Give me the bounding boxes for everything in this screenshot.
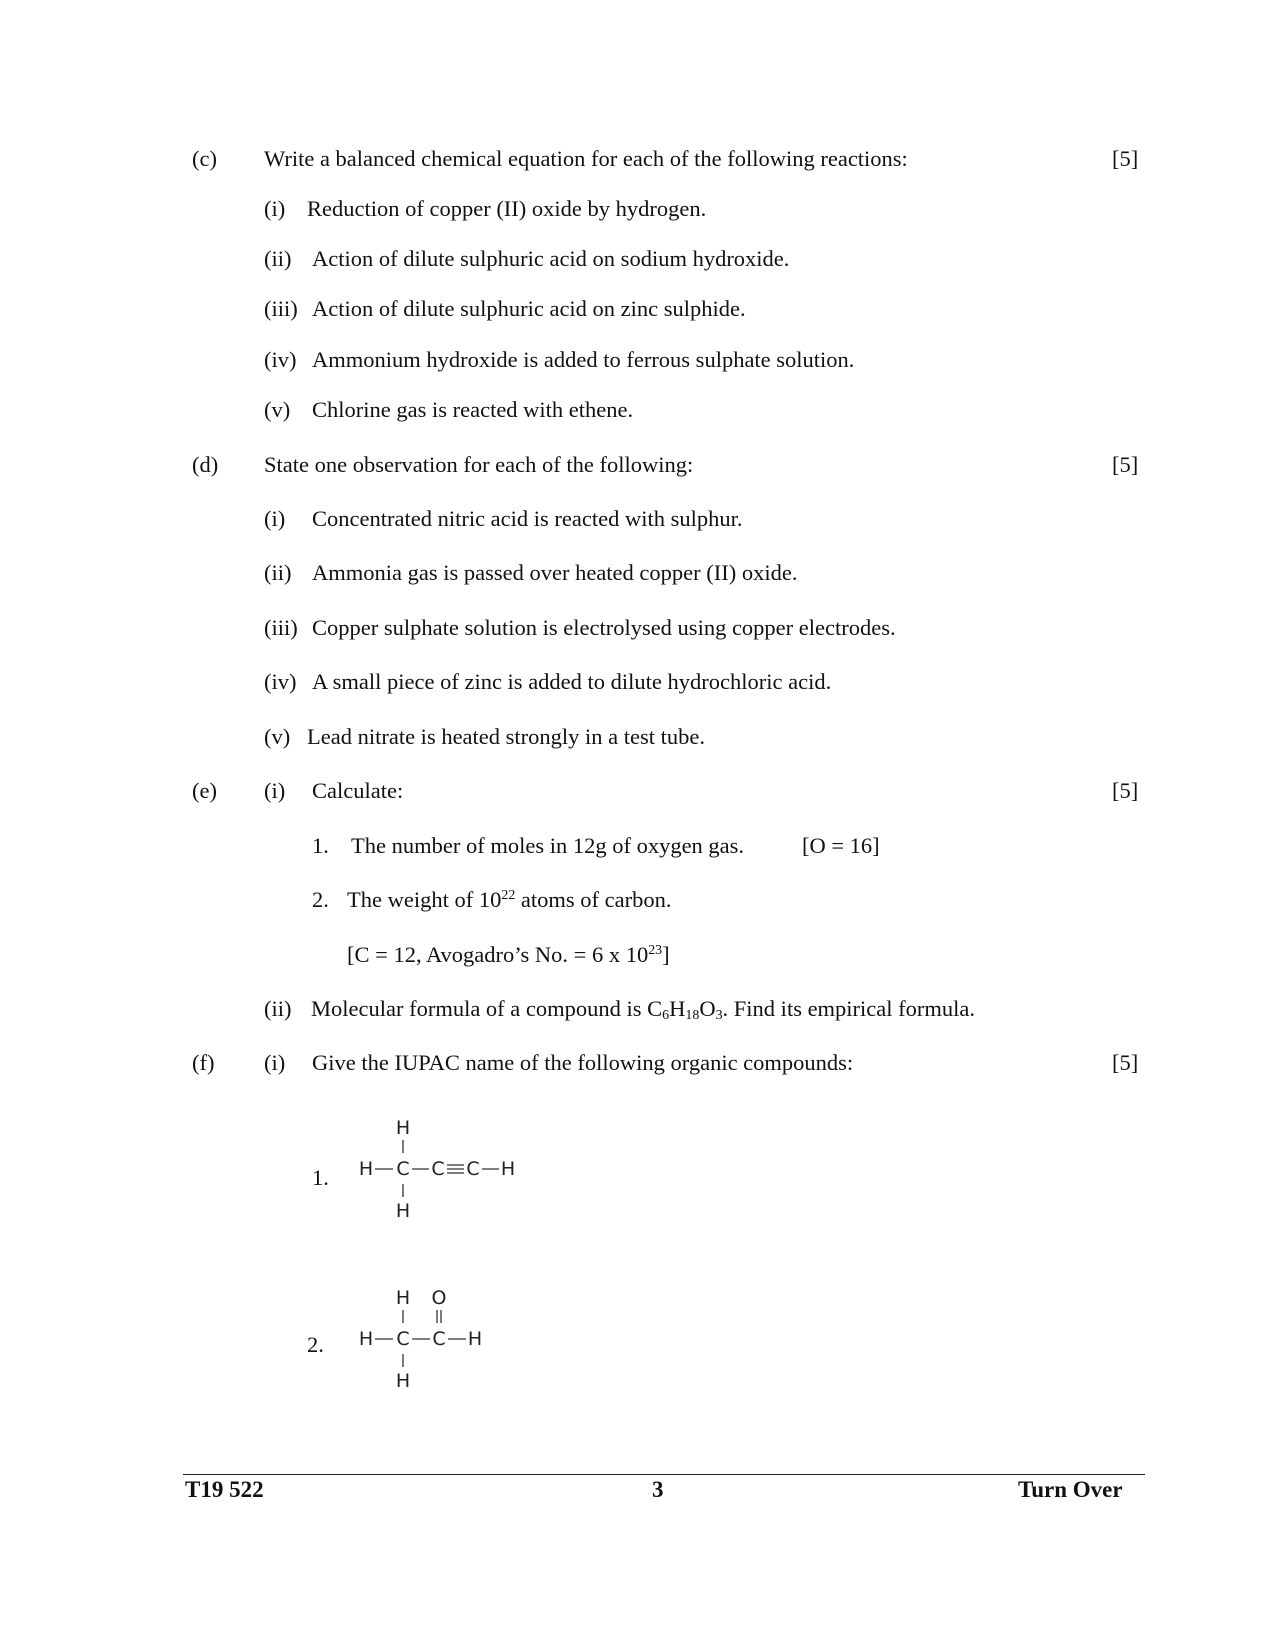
compound-2-structure (355, 1285, 495, 1400)
c-item-text: Reduction of copper (II) oxide by hydrogen. (307, 196, 707, 221)
c1-atom-c2: C (431, 1158, 445, 1180)
page-number: 3 (652, 1477, 664, 1502)
d-item-number: (v) (264, 724, 291, 749)
c-item-number: (i) (264, 196, 286, 221)
c1-atom-h-right: H (500, 1158, 516, 1180)
section-e-label: (e) (192, 778, 217, 803)
e-i-sub2-data (347, 944, 670, 967)
d-item-number: (iii) (264, 615, 298, 640)
d-item-text: Ammonia gas is passed over heated copper (II) oxide. (312, 560, 798, 585)
section-c-question: Write a balanced chemical equation for each of the following reactions: (264, 146, 908, 171)
section-d-question: State one observation for each of the following: (264, 452, 694, 477)
c-item-number: (ii) (264, 246, 292, 271)
d-item-number: (iv) (264, 669, 297, 694)
section-c-marks: [5] (1112, 146, 1139, 171)
e-ii-o: O (699, 996, 716, 1021)
e-ii-sub-c: 6 (662, 1008, 670, 1024)
compound-1-number: 1. (312, 1165, 329, 1190)
e-ii-sub-o: 3 (715, 1008, 723, 1024)
c-item-text: Action of dilute sulphuric acid on zinc sulphide. (312, 296, 746, 321)
c-item-number: (iii) (264, 296, 298, 321)
compound-1-structure (355, 1115, 525, 1230)
e-i-sub2-text (347, 889, 672, 912)
section-c-label: (c) (192, 146, 217, 171)
c2-atom-h-right: H (467, 1328, 483, 1350)
d-item-text: Copper sulphate solution is electrolysed using copper electrodes. (312, 615, 896, 640)
d-item-text: A small piece of zinc is added to dilute hydrochloric acid. (312, 669, 832, 694)
c2-top-h: H (395, 1287, 411, 1309)
f-i-question: Give the IUPAC name of the following organic compounds: (312, 1050, 854, 1075)
f-i-number: (i) (264, 1050, 286, 1075)
d-item-number: (i) (264, 506, 286, 531)
c-item-number: (iv) (264, 347, 297, 372)
section-f-label: (f) (192, 1050, 215, 1075)
c1-bottom-h: H (395, 1200, 411, 1222)
footer-divider (183, 1474, 1145, 1475)
compound-2-number: 2. (307, 1332, 324, 1357)
e-i-sub2-data-pre: [C = 12, Avogadro’s No. = 6 x 10 (347, 942, 649, 967)
c2-atom-c1: C (396, 1328, 410, 1350)
e-i-sub1-number: 1. (312, 833, 329, 858)
e-i-question: Calculate: (312, 778, 404, 803)
c1-atom-h-left: H (358, 1158, 374, 1180)
d-item-number: (ii) (264, 560, 292, 585)
c2-top-o: O (431, 1287, 447, 1309)
e-i-sub1-text: The number of moles in 12g of oxygen gas. (351, 833, 745, 858)
e-ii-number: (ii) (264, 996, 292, 1021)
e-ii-question (311, 996, 976, 1024)
e-i-sub1-data: [O = 16] (802, 833, 880, 858)
e-i-sub2-post: atoms of carbon. (515, 887, 672, 912)
e-ii-h: H (669, 996, 686, 1021)
e-ii-pre: Molecular formula of a compound is C (311, 996, 663, 1021)
c-item-text: Ammonium hydroxide is added to ferrous sulphate solution. (312, 347, 855, 372)
c2-atom-h-left: H (358, 1328, 374, 1350)
c1-atom-c3: C (466, 1158, 480, 1180)
c-item-text: Chlorine gas is reacted with ethene. (312, 397, 634, 422)
section-d-marks: [5] (1112, 452, 1139, 477)
e-ii-sub-h: 18 (685, 1008, 700, 1024)
c1-top-h: H (395, 1117, 411, 1139)
section-e-marks: [5] (1112, 778, 1139, 803)
section-f-marks: [5] (1112, 1050, 1139, 1075)
c2-atom-c2: C (432, 1328, 446, 1350)
e-i-sub2-pre: The weight of 10 (347, 887, 502, 912)
c1-atom-c1: C (396, 1158, 410, 1180)
e-i-sub2-exponent: 22 (501, 888, 516, 904)
c2-bottom-h: H (395, 1370, 411, 1392)
c-item-number: (v) (264, 397, 291, 422)
paper-code: T19 522 (185, 1477, 264, 1502)
c-item-text: Action of dilute sulphuric acid on sodium hydroxide. (312, 246, 790, 271)
turn-over: Turn Over (1018, 1477, 1123, 1502)
e-ii-post: . Find its empirical formula. (722, 996, 976, 1021)
e-i-sub2-data-post: ] (662, 942, 670, 967)
e-i-sub2-number: 2. (312, 887, 329, 912)
section-d-label: (d) (192, 452, 219, 477)
e-i-number: (i) (264, 778, 286, 803)
e-i-sub2-data-exponent: 23 (648, 943, 663, 959)
d-item-text: Concentrated nitric acid is reacted with sulphur. (312, 506, 743, 531)
d-item-text: Lead nitrate is heated strongly in a test tube. (307, 724, 706, 749)
